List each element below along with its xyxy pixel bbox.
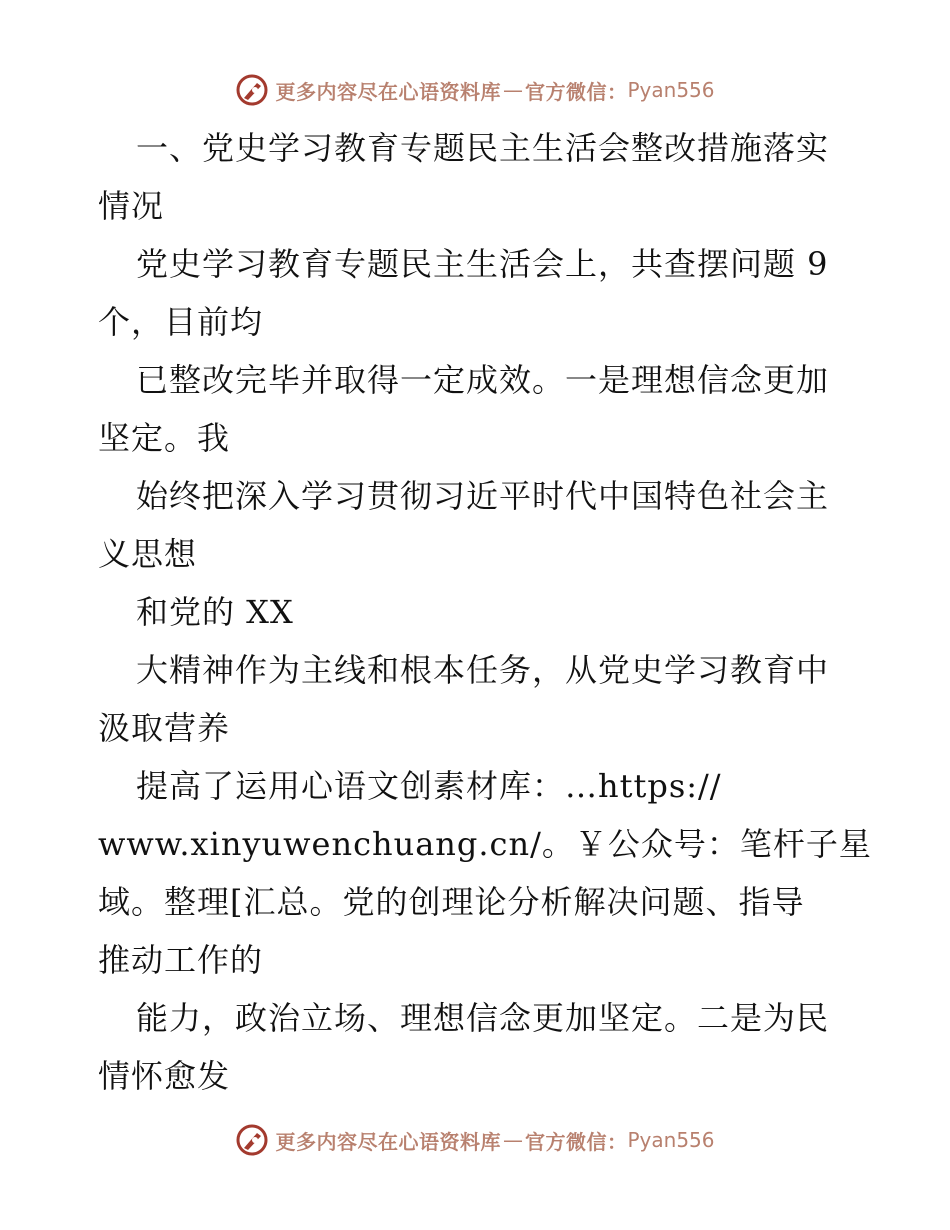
text-line: 提高了运用心语文创素材库：…https://	[136, 767, 722, 805]
watermark-account: Pyan556	[627, 78, 715, 102]
text-line: 和党的 XX	[136, 593, 294, 631]
pen-logo-icon	[235, 73, 269, 107]
watermark-label: 官方微信：	[524, 79, 628, 104]
watermark-text: 更多内容尽在心语资料库	[275, 79, 501, 104]
watermark-label: 官方微信：	[524, 1129, 628, 1154]
text-line: 党史学习教育专题民主生活会上，共查摆问题 9	[136, 245, 829, 283]
text-line: 域。整理[汇总。党的创理论分析解决问题、指导	[98, 883, 805, 921]
footer-watermark	[0, 1120, 950, 1160]
watermark-dash: —	[502, 1128, 523, 1152]
text-line: 推动工作的	[98, 941, 264, 979]
header-watermark	[0, 70, 950, 110]
text-line: 已整改完毕并取得一定成效。一是理想信念更加	[136, 361, 830, 399]
text-line: 始终把深入学习贯彻习近平时代中国特色社会主	[136, 477, 830, 515]
text-line: 汲取营养	[98, 709, 231, 747]
text-line: 坚定。我	[98, 419, 231, 457]
text-line: 个，目前均	[98, 303, 264, 341]
pen-logo-icon	[235, 1123, 269, 1157]
watermark-account: Pyan556	[627, 1128, 715, 1152]
text-line: 能力，政治立场、理想信念更加坚定。二是为民	[136, 999, 830, 1037]
text-line: 大精神作为主线和根本任务，从党史学习教育中	[136, 651, 830, 689]
watermark-text: 更多内容尽在心语资料库	[275, 1129, 501, 1154]
text-line: 义思想	[98, 535, 198, 573]
document-body	[98, 119, 872, 1105]
watermark-dash: —	[502, 78, 523, 102]
text-line: 一、党史学习教育专题民主生活会整改措施落实	[136, 129, 830, 167]
text-line: www.xinyuwenchuang.cn/。￥公众号：笔杆子星	[98, 825, 872, 863]
text-line: 情怀愈发	[98, 1057, 231, 1095]
text-line: 情况	[98, 187, 165, 225]
